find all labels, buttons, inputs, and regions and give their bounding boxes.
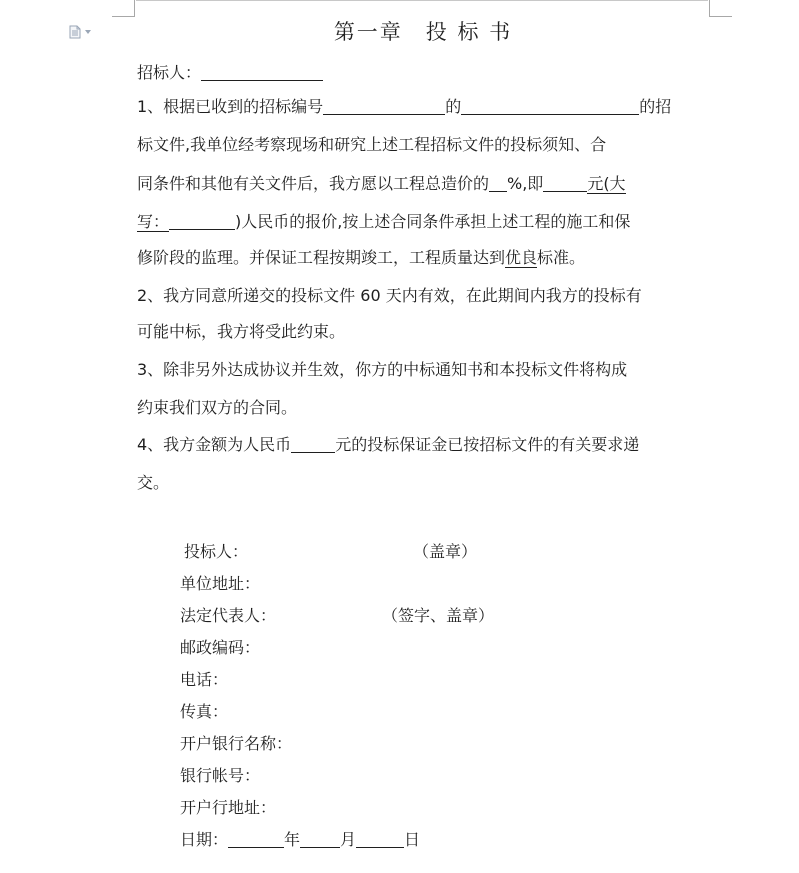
tenderee-label: 招标人： <box>137 63 202 82</box>
month-label: 月 <box>340 830 357 849</box>
year-blank[interactable] <box>228 829 284 848</box>
percent-blank[interactable] <box>489 173 507 192</box>
tenderee-blank[interactable] <box>201 62 323 81</box>
p1-line-2: 标文件,我单位经考察现场和研究上述工程招标文件的投标须知、合 <box>137 135 607 154</box>
bidder-seal: （盖章） <box>413 542 478 561</box>
p4-line-2: 交。 <box>137 473 170 492</box>
bidder-label: 投标人： <box>184 542 249 561</box>
day-blank[interactable] <box>356 829 404 848</box>
p1-line-5 <box>137 247 585 269</box>
amount-words-blank[interactable] <box>169 211 235 230</box>
crop-mark-top-right <box>709 0 732 17</box>
year-label: 年 <box>284 830 301 849</box>
p1-text: %,即 <box>507 174 544 193</box>
tenderee-line <box>137 62 323 84</box>
phone-label: 电话： <box>180 670 229 689</box>
fax-label: 传真： <box>180 702 229 721</box>
legal-rep-seal: （签字、盖章） <box>382 606 495 625</box>
p1-line-3 <box>137 173 626 195</box>
page-top-border <box>136 0 708 1</box>
p2-line-1: 2、我方同意所递交的投标文件 60 天内有效，在此期间内我方的投标有 <box>137 286 642 305</box>
project-name-blank[interactable] <box>461 96 639 115</box>
page-title: 第一章 投 标 书 <box>333 20 513 44</box>
bank-address-label: 开户行地址： <box>180 798 277 817</box>
p1-text: 标准。 <box>537 248 586 267</box>
date-line <box>180 829 420 851</box>
p1-text: 的 <box>445 97 462 116</box>
p1-text: 1、根据已收到的招标编号 <box>137 97 324 116</box>
quality-level: 优良 <box>505 248 538 267</box>
amount-blank[interactable] <box>543 173 587 192</box>
p1-text: )人民币的报价,按上述合同条件承担上述工程的施工和保 <box>235 212 631 231</box>
address-label: 单位地址： <box>180 574 261 593</box>
p1-text: 同条件和其他有关文件后，我方愿以工程总造价的 <box>137 174 490 193</box>
p1-line-1 <box>137 96 671 118</box>
legal-rep-label: 法定代表人： <box>180 606 277 625</box>
p1-text: 写： <box>137 212 170 231</box>
p4-text: 元的投标保证金已按招标文件的有关要求递 <box>335 435 640 454</box>
p4-text: 4、我方金额为人民币 <box>137 435 292 454</box>
deposit-amount-blank[interactable] <box>291 434 335 453</box>
p3-line-1: 3、除非另外达成协议并生效，你方的中标通知书和本投标文件将构成 <box>137 360 628 379</box>
date-label: 日期： <box>180 830 229 849</box>
tender-number-blank[interactable] <box>323 96 445 115</box>
p1-text: 修阶段的监理。并保证工程按期竣工，工程质量达到 <box>137 248 506 267</box>
p2-line-2: 可能中标，我方将受此约束。 <box>137 322 346 341</box>
month-blank[interactable] <box>300 829 340 848</box>
p1-text: 元(大 <box>587 174 626 193</box>
postcode-label: 邮政编码： <box>180 638 261 657</box>
bank-name-label: 开户银行名称： <box>180 734 293 753</box>
p1-line-4 <box>137 211 630 233</box>
p4-line-1 <box>137 434 639 456</box>
day-label: 日 <box>404 830 421 849</box>
p3-line-2: 约束我们双方的合同。 <box>137 398 298 417</box>
account-label: 银行帐号： <box>180 766 261 785</box>
crop-mark-top-left <box>112 0 135 17</box>
p1-text: 的招 <box>639 97 672 116</box>
